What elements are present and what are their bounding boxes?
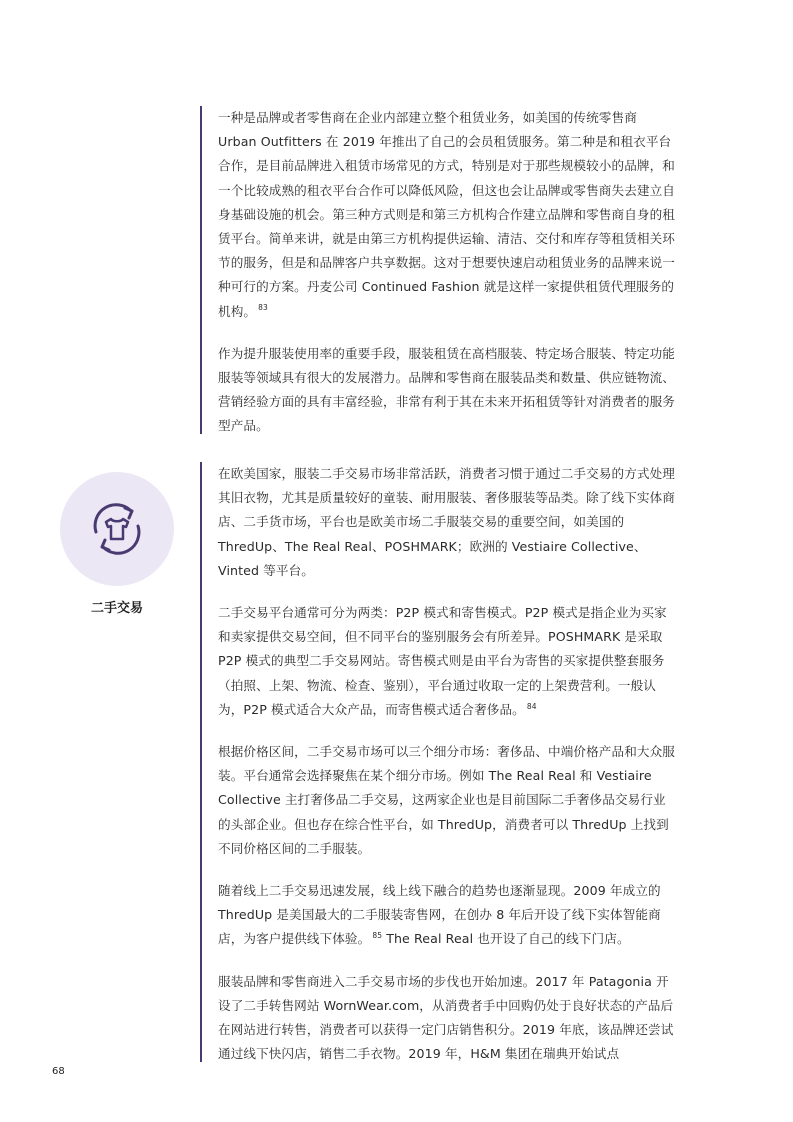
paragraph [218,970,678,1067]
section-label: 二手交易 [90,601,143,616]
paragraph [218,601,678,722]
paragraph [218,106,678,324]
paragraph-text: 一种是品牌或者零售商在企业内部建立整个租赁业务，如美国的传统零售商 Urban Outfitters 在 2019 年推出了自己的会员租赁服务。第二种是和租衣平台合作，是目前品牌进入租赁市场常见的方式，特别是对于那些规模较小的品牌，和一个比较成熟的租衣平台合作可以降低风险，但这也会让品牌或零售商失去建立自身基础设施的机会。第三种方式则是和第三方机构合作建立品牌和零售商自身的租赁平台。简单来讲，就是由第三方机构提供运输、清洁、交付和库存等租赁相关环节的服务，但是和品牌客户共享数据。这对于想要快速启动租赁业务的品牌来说一种可行的方案。丹麦公司 Continued Fashion 就是这样一家提供租赁代理服务的机构。 [218,110,675,319]
paragraph-text: 二手交易平台通常可分为两类：P2P 模式和寄售模式。P2P 模式是指企业为买家和卖家提供交易空间，但不同平台的鉴别服务会有所差异。POSHMARK 是采取 P2P 模式的典型二手交易网站。寄售模式则是由平台为寄售的买家提供整套服务（拍照、上架、物流、检查、鉴别），平台通过收取一定的上架费营利。一般认为，P2P 模式适合大众产品，而寄售模式适合奢侈品。 [218,605,667,717]
rental-section [200,106,678,434]
secondhand-icon-badge [60,472,174,586]
paragraph [218,740,678,861]
secondhand-section [200,462,678,1062]
paragraph [218,462,678,583]
paragraph-text: 根据价格区间，二手交易市场可以三个细分市场：奢侈品、中端价格产品和大众服装。平台通常会选择聚焦在某个细分市场。例如 The Real Real 和 Vestiaire Collective 主打奢侈品二手交易，这两家企业也是目前国际二手奢侈品交易行业的头部企业。但也存在综合性平台，如 ThredUp，消费者可以 ThredUp 上找到不同价格区间的二手服装。 [218,744,675,856]
footnote-ref[interactable]: 84 [526,701,537,711]
page-number: 68 [52,1066,65,1077]
recycle-shirt-icon [87,499,147,559]
footnote-ref[interactable]: 83 [258,303,268,313]
footnote-ref[interactable]: 85 [372,931,383,941]
paragraph-text: 随着线上二手交易迅速发展，线上线下融合的趋势也逐渐显现。2009 年成立的 ThredUp 是美国最大的二手服装寄售网，在创办 8 年后开设了线下实体智能商店，为客户提供线下体验。 [218,883,661,947]
paragraph [218,879,678,952]
paragraph-text: 服装品牌和零售商进入二手交易市场的步伐也开始加速。2017 年 Patagonia 开设了二手转售网站 WornWear.com，从消费者手中回购仍处于良好状态的产品后在网站进行转售，消费者可以获得一定门店销售积分。2019 年底，该品牌还尝试通过线下快闪店，销售二手衣物。2019 年，H&M 集团在瑞典开始试点 [218,973,674,1062]
paragraph-text: 在欧美国家，服装二手交易市场非常活跃，消费者习惯于通过二手交易的方式处理其旧衣物，尤其是质量较好的童装、耐用服装、奢侈服装等品类。除了线下实体商店、二手货市场，平台也是欧美市场二手服装交易的重要空间，如美国的 ThredUp、The Real Real、POSHMARK；欧洲的 Vestiaire Collective、Vinted 等平台。 [218,466,675,578]
paragraph-text-tail: The Real Real 也开设了自己的线下门店。 [386,931,630,947]
paragraph [218,342,678,439]
paragraph-text: 作为提升服装使用率的重要手段，服装租赁在高档服装、特定场合服装、特定功能服装等领域具有很大的发展潜力。品牌和零售商在服装品类和数量、供应链物流、营销经验方面的具有丰富经验，非常有利于其在未来开拓租赁等针对消费者的服务型产品。 [218,345,675,434]
